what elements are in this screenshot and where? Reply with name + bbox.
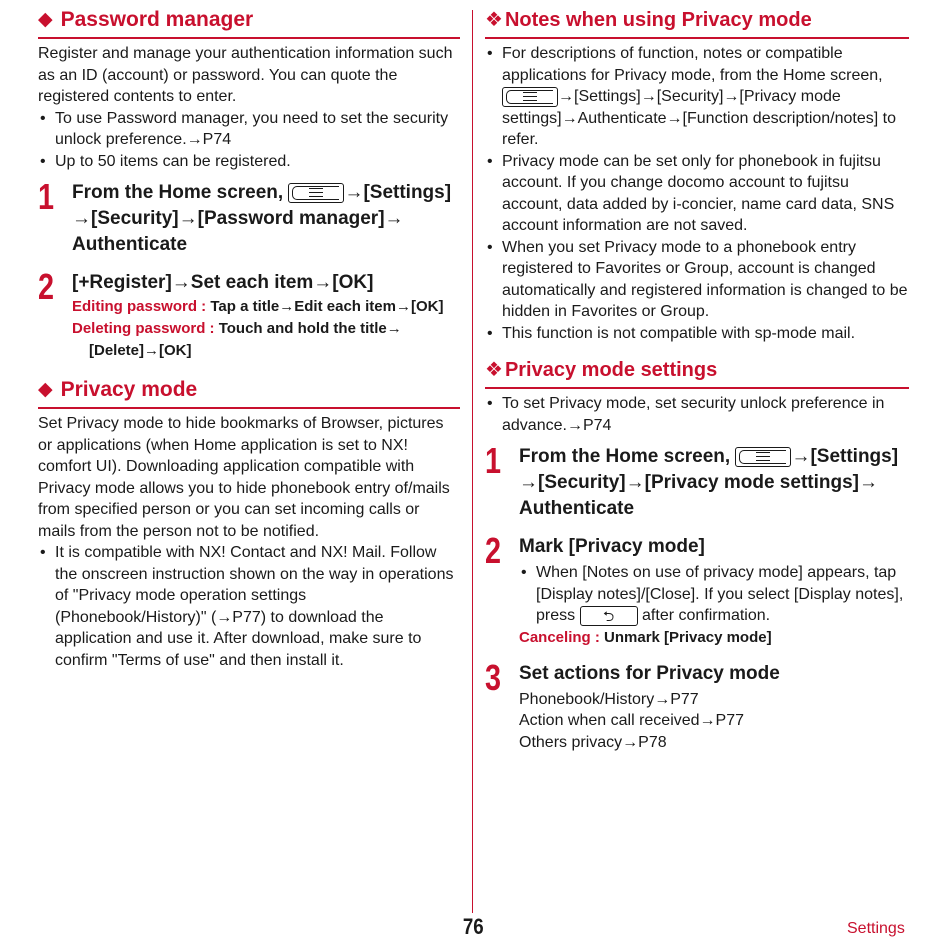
settings-step-2 <box>485 530 909 649</box>
sub-mark-icon: ❖ <box>485 359 503 381</box>
step-title: From the Home screen, →[Settings] →[Security]→[Password manager]→ Authenticate <box>72 182 452 255</box>
sub-mark-icon: ❖ <box>485 9 503 31</box>
step-number: 1 <box>485 440 502 481</box>
settings-bullet: • To set Privacy mode, set security unlock preference in advance.→P74 <box>485 393 909 436</box>
ref-line-others: Others privacy→P78 <box>519 733 667 751</box>
back-key-icon: ⮌ <box>580 606 638 626</box>
deleting-password-line: Deleting password : Touch and hold the title→ <box>72 320 402 337</box>
pm-step-1 <box>38 176 460 258</box>
pm-intro: Register and manage your authentication information such as an ID (account) or password. You can quote the registered contents to enter. <box>38 45 453 105</box>
step-title: Set actions for Privacy mode <box>519 662 780 684</box>
step-number: 3 <box>485 656 502 698</box>
step-title: Mark [Privacy mode] <box>519 536 705 557</box>
notes-bullet-1: • For descriptions of function, notes or compatible applications for Privacy mode, from the Home screen, →[Settings]→[Security]→[Privacy mode settings]→Authenticate→[Function description/notes] to refer. <box>485 43 909 151</box>
menu-key-icon <box>288 183 344 203</box>
ref-line-phonebook: Phonebook/History→P77 <box>519 690 699 708</box>
privacy-bullet: • It is compatible with NX! Contact and NX! Mail. Follow the onscreen instruction shown on the way in operations of "Privacy mode operation settings (Phonebook/History)" (→P77) to download the application and use it. After download, make sure to confirm "Terms of use" and then install it. <box>38 542 460 671</box>
step-title: From the Home screen, →[Settings] →[Security]→[Privacy mode settings]→ Authenticate <box>519 446 899 519</box>
menu-key-icon <box>735 447 791 467</box>
ref-line-call: Action when call received→P77 <box>519 712 745 729</box>
page-number: 76 <box>462 914 484 939</box>
privacy-settings-heading: ❖ Privacy mode settings <box>485 356 909 389</box>
deleting-password-line-2: [Delete]→[OK] <box>89 342 192 359</box>
pm-step-2 <box>38 266 460 362</box>
step-number: 2 <box>38 266 55 307</box>
canceling-line: Canceling : Unmark [Privacy mode] <box>519 628 772 646</box>
step-number: 1 <box>38 176 55 217</box>
pm-bullet-2: • Up to 50 items can be registered. <box>38 151 460 173</box>
step-2-bullet: • When [Notes on use of privacy mode] appears, tap [Display notes]/[Close]. If you select [Display notes], press ⮌ after confirmation. <box>519 562 909 627</box>
notes-bullet-2: • Privacy mode can be set only for phonebook in fujitsu account. If you change docomo account to fujitsu account, data added by i-concier, name card data, SNS account information are not saved. <box>485 151 909 237</box>
step-number: 2 <box>485 530 502 571</box>
settings-step-1 <box>485 440 909 522</box>
settings-step-3 <box>485 656 909 754</box>
editing-password-line: Editing password : Tap a title→Edit each item→[OK] <box>72 298 444 315</box>
column-divider <box>472 10 473 913</box>
password-manager-heading: ◆ Password manager <box>38 6 460 39</box>
pm-bullet-1: • To use Password manager, you need to set the security unlock preference.→P74 <box>38 108 460 151</box>
notes-bullet-4: • This function is not compatible with sp-mode mail. <box>485 323 909 345</box>
right-column <box>485 0 909 753</box>
left-column <box>38 0 460 671</box>
diamond-icon: ◆ <box>38 9 53 30</box>
step-title: [+Register]→Set each item→[OK] <box>72 272 374 293</box>
notes-heading: ❖ Notes when using Privacy mode <box>485 6 909 39</box>
notes-bullet-3: • When you set Privacy mode to a phonebook entry registered to Favorites or Group, account is changed automatically and registered information is changed to be hidden in Favorites or Group. <box>485 237 909 323</box>
menu-key-icon <box>502 87 558 107</box>
privacy-intro: Set Privacy mode to hide bookmarks of Browser, pictures or applications (when Home application is set to NX! comfort UI). Downloading application compatible with Privacy mode allows you to hide phonebook entry of/mails from specified person or you can set incoming calls or mails from the person not to be notified. <box>38 415 450 540</box>
diamond-icon: ◆ <box>38 379 53 400</box>
privacy-mode-heading: ◆ Privacy mode <box>38 376 460 409</box>
section-label: Settings <box>847 920 905 937</box>
